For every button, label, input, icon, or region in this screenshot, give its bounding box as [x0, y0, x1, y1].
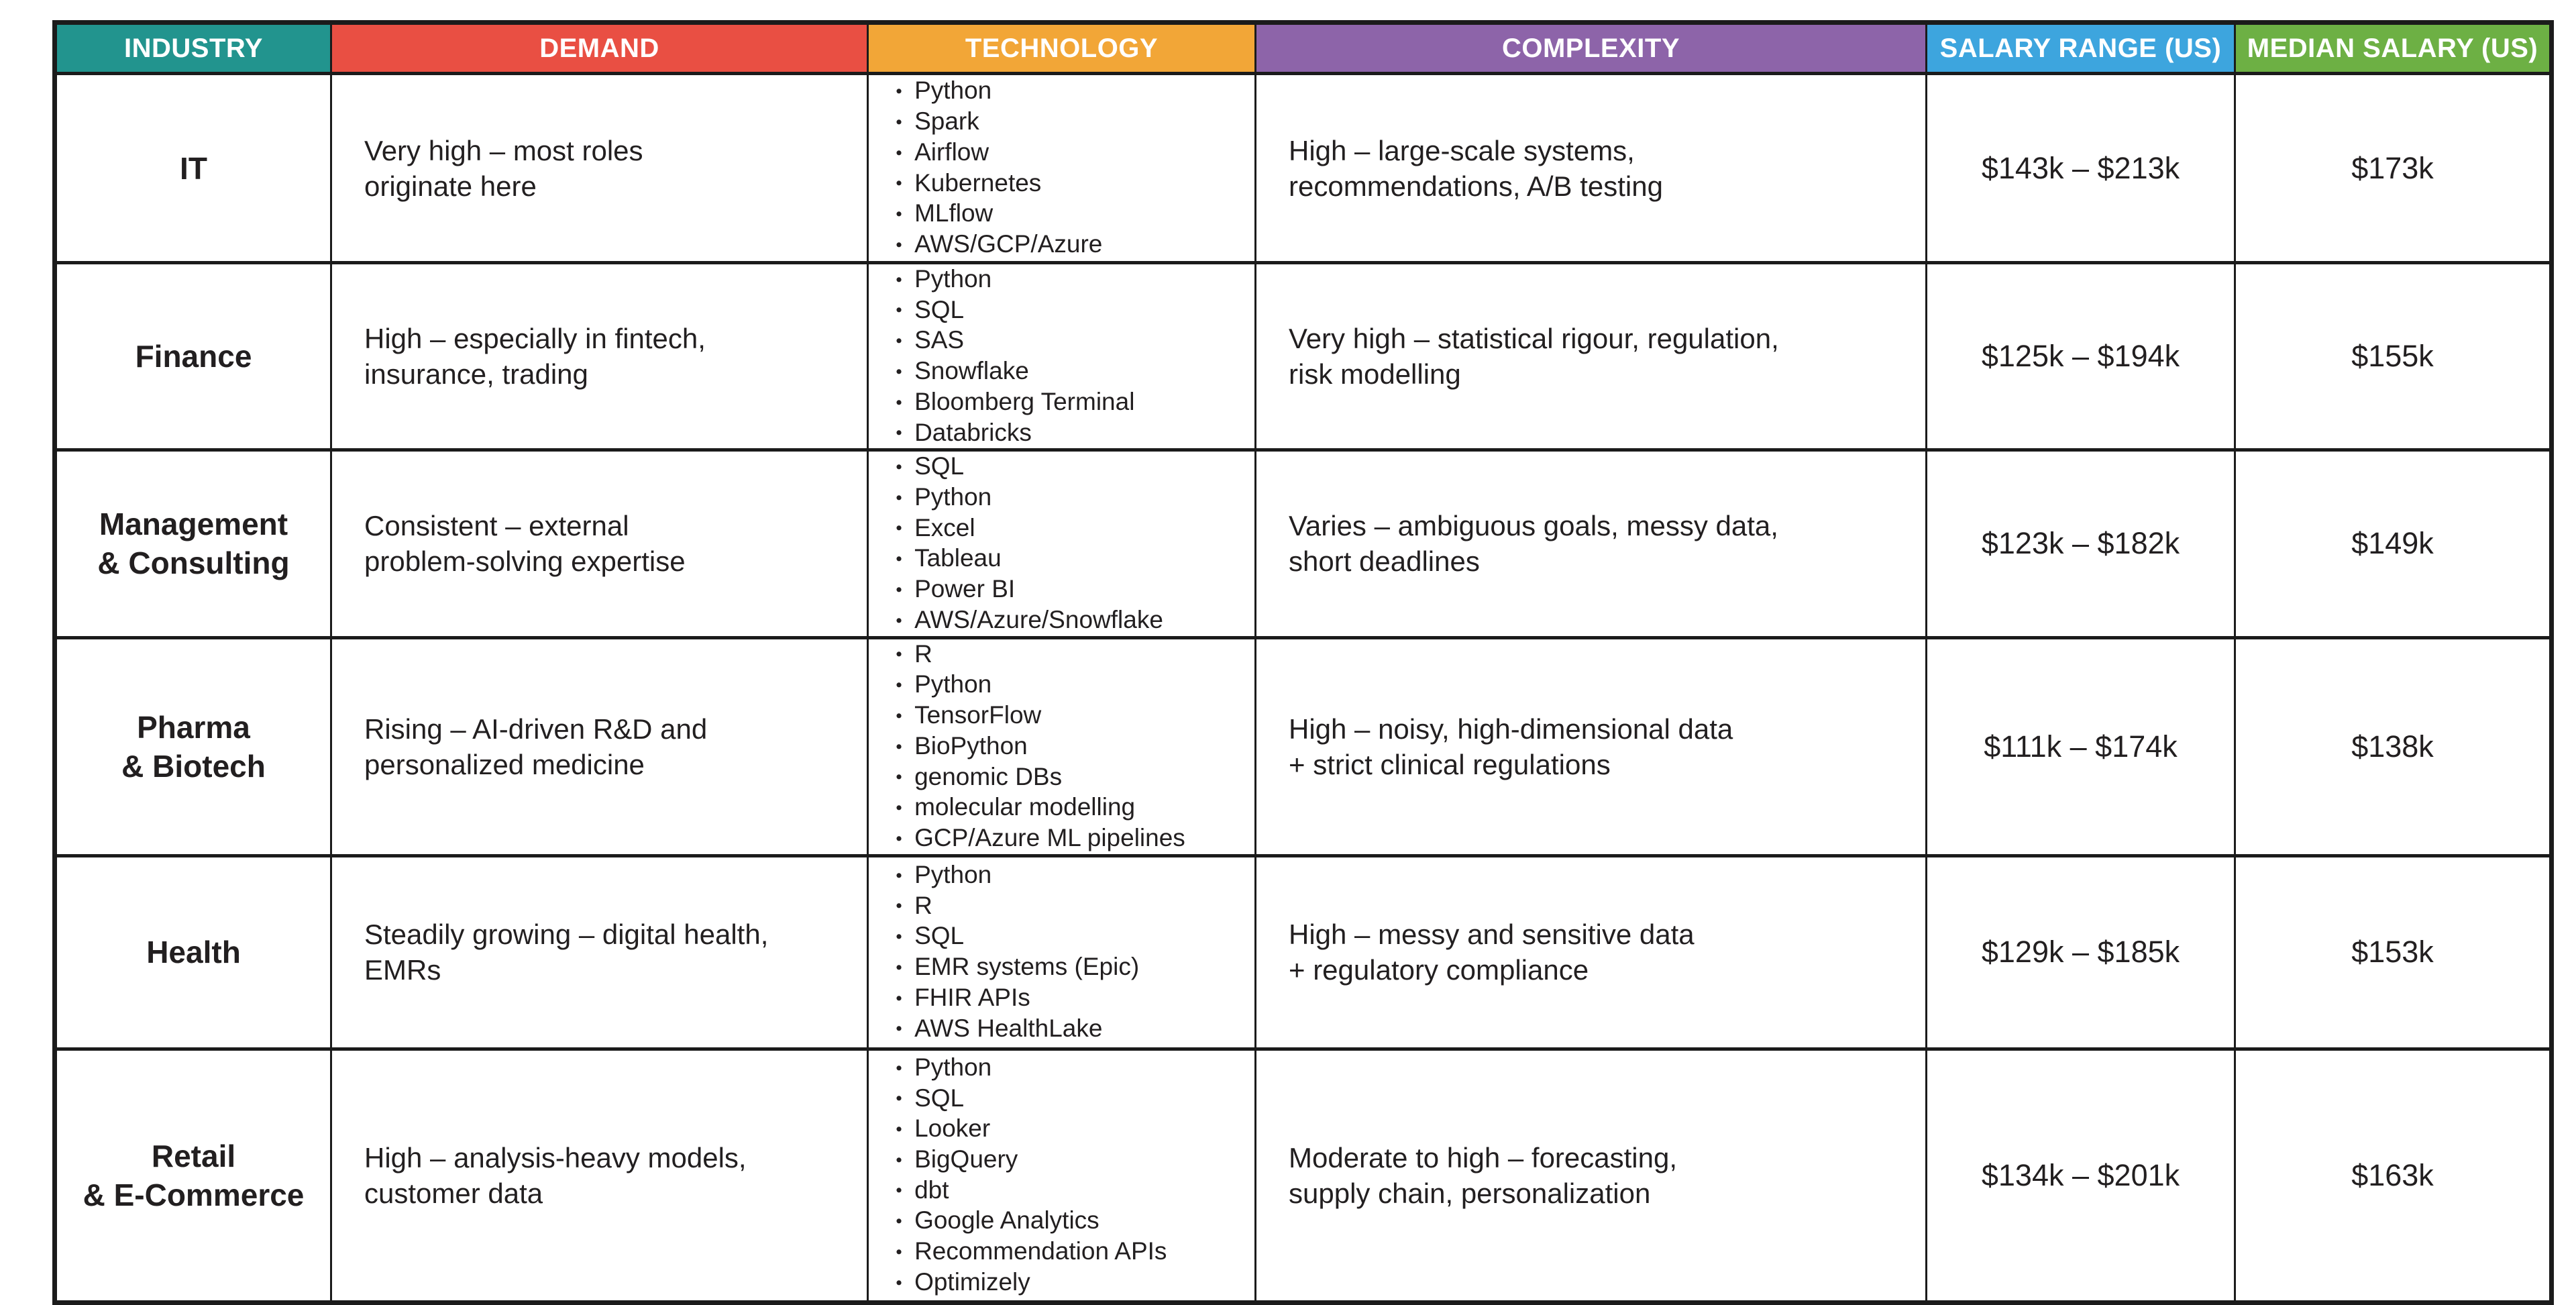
industry-cell — [55, 263, 331, 450]
demand-cell — [331, 637, 868, 855]
industry-comparison-table — [52, 20, 2554, 1305]
table-body — [55, 74, 2552, 1303]
technology-item: ● Power BI — [896, 574, 1248, 605]
demand-cell — [331, 855, 868, 1049]
technology-item: ● Python — [896, 482, 1248, 513]
technology-item: ● GCP/Azure ML pipelines — [896, 823, 1248, 854]
technology-item: ● Snowflake — [896, 356, 1248, 387]
technology-item: ● SQL — [896, 295, 1248, 326]
technology-cell — [868, 450, 1256, 637]
technology-list — [869, 1053, 1254, 1298]
complexity-cell — [1256, 450, 1927, 637]
industry-cell — [55, 1049, 331, 1302]
table-row-health — [55, 855, 2552, 1049]
column-header-complexity: COMPLEXITY — [1256, 23, 1927, 74]
industry-cell — [55, 855, 331, 1049]
median-salary-cell: $163k — [2235, 1049, 2552, 1302]
technology-item: ● Google Analytics — [896, 1206, 1248, 1237]
industry-name: & E-Commerce — [83, 1177, 305, 1212]
technology-item: ● Databricks — [896, 418, 1248, 449]
complexity-text: High – noisy, high-dimensional data — [1289, 713, 1733, 745]
technology-item: ● Excel — [896, 513, 1248, 544]
table-row-it — [55, 74, 2552, 263]
salary-range-cell: $143k – $213k — [1927, 74, 2235, 263]
column-header-demand: DEMAND — [331, 23, 868, 74]
complexity-cell — [1256, 637, 1927, 855]
technology-cell — [868, 74, 1256, 263]
column-header-median-salary: MEDIAN SALARY (US) — [2235, 23, 2552, 74]
demand-cell — [331, 263, 868, 450]
complexity-cell — [1256, 1049, 1927, 1302]
column-header-industry: INDUSTRY — [55, 23, 331, 74]
median-salary-cell: $155k — [2235, 263, 2552, 450]
complexity-text: Varies – ambiguous goals, messy data, — [1289, 510, 1778, 542]
salary-range-cell: $111k – $174k — [1927, 637, 2235, 855]
technology-item: ● Python — [896, 670, 1248, 700]
technology-cell — [868, 637, 1256, 855]
complexity-text: recommendations, A/B testing — [1289, 170, 1663, 202]
industry-cell — [55, 74, 331, 263]
technology-item: ● Python — [896, 860, 1248, 891]
technology-item: ● BigQuery — [896, 1145, 1248, 1176]
complexity-text: short deadlines — [1289, 545, 1480, 578]
technology-list — [869, 76, 1254, 260]
technology-item: ● R — [896, 891, 1248, 922]
complexity-text: + regulatory compliance — [1289, 954, 1589, 986]
industry-cell — [55, 450, 331, 637]
technology-item: ● SQL — [896, 921, 1248, 952]
technology-item: ● Recommendation APIs — [896, 1237, 1248, 1267]
technology-item: ● Bloomberg Terminal — [896, 387, 1248, 418]
industry-name: Pharma — [137, 709, 250, 745]
demand-cell — [331, 450, 868, 637]
complexity-cell — [1256, 74, 1927, 263]
complexity-text: + strict clinical regulations — [1289, 748, 1611, 780]
industry-cell — [55, 637, 331, 855]
complexity-text: Very high – statistical rigour, regulation, — [1289, 323, 1779, 355]
technology-item: ● Kubernetes — [896, 168, 1248, 199]
technology-list — [869, 452, 1254, 635]
complexity-cell — [1256, 263, 1927, 450]
complexity-text: supply chain, personalization — [1289, 1177, 1651, 1209]
column-header-salary-range: SALARY RANGE (US) — [1927, 23, 2235, 74]
salary-range-cell: $134k – $201k — [1927, 1049, 2235, 1302]
demand-text: High – analysis-heavy models, — [364, 1141, 747, 1173]
technology-item: ● Python — [896, 1053, 1248, 1084]
industry-name: & Biotech — [121, 748, 266, 784]
technology-item: ● Spark — [896, 107, 1248, 138]
technology-item: ● Python — [896, 264, 1248, 295]
demand-cell — [331, 74, 868, 263]
technology-cell — [868, 855, 1256, 1049]
demand-text: Steadily growing – digital health, — [364, 919, 769, 951]
complexity-text: Moderate to high – forecasting, — [1289, 1141, 1678, 1173]
technology-item: ● EMR systems (Epic) — [896, 952, 1248, 983]
technology-item: ● Looker — [896, 1114, 1248, 1145]
technology-item: ● BioPython — [896, 731, 1248, 762]
technology-list — [869, 264, 1254, 448]
technology-item: ● R — [896, 639, 1248, 670]
technology-item: ● SQL — [896, 1084, 1248, 1114]
header-row — [55, 23, 2552, 74]
demand-text: customer data — [364, 1177, 543, 1209]
median-salary-cell: $138k — [2235, 637, 2552, 855]
demand-text: Very high – most roles — [364, 134, 643, 166]
table-row-pharma-biotech — [55, 637, 2552, 855]
industry-name: IT — [180, 150, 207, 186]
table-row-finance — [55, 263, 2552, 450]
complexity-text: High – large-scale systems, — [1289, 134, 1635, 166]
demand-text: personalized medicine — [364, 748, 645, 780]
salary-range-cell: $125k – $194k — [1927, 263, 2235, 450]
industry-name: Retail — [151, 1138, 236, 1173]
technology-item: ● genomic DBs — [896, 762, 1248, 793]
demand-text: problem-solving expertise — [364, 545, 686, 578]
demand-text: High – especially in fintech, — [364, 323, 706, 355]
demand-cell — [331, 1049, 868, 1302]
salary-range-cell: $129k – $185k — [1927, 855, 2235, 1049]
technology-item: ● molecular modelling — [896, 792, 1248, 823]
demand-text: Consistent – external — [364, 510, 629, 542]
technology-item: ● SQL — [896, 452, 1248, 482]
technology-list — [869, 860, 1254, 1044]
industry-name: Finance — [135, 339, 252, 374]
median-salary-cell: $149k — [2235, 450, 2552, 637]
demand-text: originate here — [364, 170, 537, 202]
technology-item: ● TensorFlow — [896, 700, 1248, 731]
technology-cell — [868, 1049, 1256, 1302]
technology-item: ● AWS HealthLake — [896, 1014, 1248, 1045]
technology-item: ● Optimizely — [896, 1267, 1248, 1298]
technology-item: ● MLflow — [896, 199, 1248, 229]
salary-range-cell: $123k – $182k — [1927, 450, 2235, 637]
technology-item: ● SAS — [896, 325, 1248, 356]
demand-text: Rising – AI-driven R&D and — [364, 713, 708, 745]
column-header-technology: TECHNOLOGY — [868, 23, 1256, 74]
technology-item: ● FHIR APIs — [896, 983, 1248, 1014]
technology-item: ● Tableau — [896, 543, 1248, 574]
technology-cell — [868, 263, 1256, 450]
demand-text: insurance, trading — [364, 358, 588, 390]
industry-name: Health — [146, 935, 241, 970]
technology-item: ● dbt — [896, 1176, 1248, 1206]
complexity-text: High – messy and sensitive data — [1289, 919, 1695, 951]
technology-item: ● AWS/GCP/Azure — [896, 229, 1248, 260]
technology-item: ● Python — [896, 76, 1248, 107]
complexity-text: risk modelling — [1289, 358, 1461, 390]
complexity-cell — [1256, 855, 1927, 1049]
table-row-retail-ecommerce — [55, 1049, 2552, 1302]
technology-item: ● AWS/Azure/Snowflake — [896, 605, 1248, 636]
industry-name: & Consulting — [97, 545, 290, 581]
table-row-management-consulting — [55, 450, 2552, 637]
median-salary-cell: $173k — [2235, 74, 2552, 263]
table-header — [55, 23, 2552, 74]
industry-name: Management — [99, 507, 288, 542]
demand-text: EMRs — [364, 954, 441, 986]
median-salary-cell: $153k — [2235, 855, 2552, 1049]
technology-list — [869, 639, 1254, 854]
technology-item: ● Airflow — [896, 138, 1248, 168]
data-science-industries-table — [52, 20, 2554, 1305]
